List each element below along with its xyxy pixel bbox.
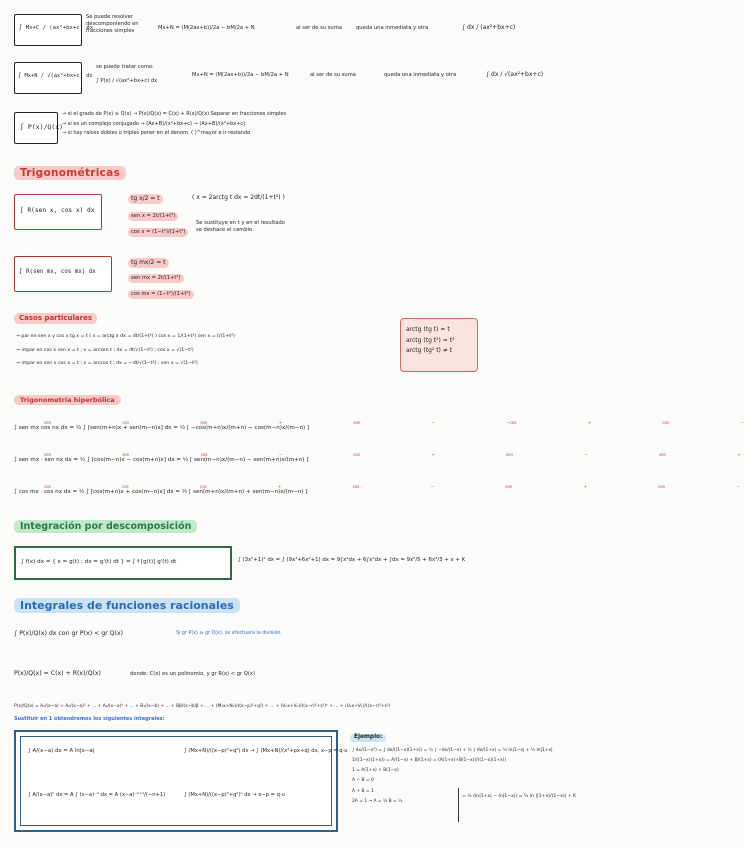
section-title-hiperbolica: Trigonometría hiperbólica xyxy=(14,395,121,405)
arctg-line: arctg (tg t²) = t² xyxy=(406,336,455,344)
descomp-example: ∫ (3x²+1)² dx = ∫ (9x⁴+6x²+1) dx = 9∫x⁴dx + 6∫x²dx + ∫dx = 9x⁵/5 + 6x³/3 + x + K xyxy=(238,557,466,563)
hiper-row-2 xyxy=(14,452,741,464)
tag: sen + xyxy=(505,484,587,489)
tag: sen cos xyxy=(44,420,130,425)
integral-box-mx-n-root xyxy=(14,62,93,94)
box-integral-3: ∫ A/(x−a)ⁿ dx = A ∫ (x−a)⁻ⁿ dx = A (x−a)⁻ⁿ⁺¹/(−n+1) xyxy=(28,792,166,798)
box-integral-1: ∫ A/(x−a) dx = A ln|x−a| xyxy=(28,748,95,754)
descomp-formula: ∫ f(x) dx = { x = g(t) ; dx = g'(t) dt } = ∫ f [g(t)] g'(t) dt xyxy=(21,559,177,565)
trig-note xyxy=(196,220,285,234)
descomp-box xyxy=(14,546,232,580)
decomp-formula: Mx+N = (M(2ax+b))/2a − bM/2a + N xyxy=(158,25,255,31)
arctg-line: arctg (tg t) = t xyxy=(406,326,450,333)
integral-formula: ∫ R(sen x, cos x) dx xyxy=(20,207,95,214)
sen-x-formula: sen x = 2t/(1+t²) xyxy=(128,212,178,221)
integral-box-p-over-q xyxy=(14,112,64,144)
arctg-box xyxy=(400,318,478,372)
note-line: descomponiendo en xyxy=(86,20,139,27)
tag: cos − xyxy=(352,484,435,489)
tag: sen + xyxy=(658,452,741,457)
racionales-line-2: P(x)/Q(x) = C(x) + R(x)/Q(x) xyxy=(14,670,101,677)
integral-box-mx-c xyxy=(14,14,94,46)
racionales-line-1-note: Si gr P(x) ≥ gr Q(x), se efectuara la división xyxy=(176,631,281,636)
sen-mx-formula: sen mx = 2t/(1+t²) xyxy=(128,274,184,283)
ejemplo-line: 1 = A(1+x) + B(1−x) xyxy=(352,768,399,774)
note-fracciones xyxy=(86,14,139,34)
tag: sen + xyxy=(200,420,283,425)
racionales-integrals-box xyxy=(14,730,348,832)
substitute-note: Sustituir en 1 obtendremos los siguientes integrales: xyxy=(14,716,165,722)
p-over-q-rules xyxy=(62,110,286,139)
arctg-line: arctg (tg² t) ≠ t xyxy=(406,347,453,354)
note-line: fracciones simples xyxy=(86,27,135,34)
tail-note-2: queda una inmediata y otra xyxy=(384,72,457,78)
tag: cos − xyxy=(662,420,744,425)
hiper-row-1 xyxy=(14,420,744,432)
section-title-descomposicion: Integración por descomposición xyxy=(14,520,197,533)
caso-impar-sen: → impar en sen x cos x = t ; x = arccos t ; dx = −dt/√(1−t²) ; sen x = √(1−t²) xyxy=(16,361,198,367)
sub-tg-mx-half: tg mx/2 = t xyxy=(128,258,169,268)
hiper-formula: ∫ sen mx cos nx dx = ½ ∫ [sen(m+n)x + sen(m−n)x] dx = ½ [ −cos(m+n)x/(m+n) − cos(m−n)x/(m−n) ] xyxy=(14,425,310,432)
fraction-expansion: P(x)/Q(x) = A₁/(x−a) + A₂/(x−a)² + ... + Aₐ/(x−a)ᵅ + ... + B₁/(x−b) + ... + Bβ/(x−b)β + ... + (M₁x+N₁)/((x−p)²+q²) + ... + (Vₖx+Vₖ)/((x−r)²+s²)ᵏ + ... + (U₁x+V₁)/((x−r)²+s²) xyxy=(14,704,391,709)
hiper-formula: ∫ cos mx · cos nx dx = ½ ∫ [cos(m+n)x + cos(m−n)x] dx = ½ [ sen(m+n)x/(m+n) + sen(m−n)x/(m−n) ] xyxy=(14,489,308,496)
sub-tg-half: tg x/2 = t xyxy=(128,194,163,204)
hiper-formula: ∫ sen mx · sen nx dx = ½ ∫ [cos(m−n)x − cos(m+n)x] dx = ½ [ sen(m−n)x/(m−n) − sen(m+n)x/(m+n) ] xyxy=(14,457,309,464)
box-integral-4: ∫ (Mx+N)/((x−p)²+q²)ⁿ dx → x−p = q·u xyxy=(184,792,285,798)
integral-formula: ∫ P(x)/Q(x) xyxy=(20,123,64,131)
cos-mx-formula: cos mx = (1−t²)/(1+t²) xyxy=(128,290,194,299)
sub-x-eq: ( x = 2arctg t dx = 2dt/(1+t²) ) xyxy=(192,194,285,201)
note-line: Se sustituye en t y en el resultado xyxy=(196,220,285,226)
tag: cos − xyxy=(200,452,283,457)
note-line: se deshace el cambio xyxy=(196,226,253,233)
tail-note: al ser de su suma xyxy=(296,25,342,31)
casos-lines xyxy=(16,330,235,371)
tag: sen sen xyxy=(44,452,130,457)
rule-line: → si es un complejo conjugado → (Ax+B)/(x²+bx+c) → (Ax+B)/(x²+bx+c) xyxy=(62,120,246,127)
hiper-row-3 xyxy=(14,484,740,496)
integral-formula: ∫ R(sen mx, cos mx) dx xyxy=(19,269,96,275)
tag: sen − xyxy=(506,452,588,457)
section-title-racionales: Integrales de funciones racionales xyxy=(14,598,240,613)
cos-x-formula: cos x = (1−t²)/(1+t²) xyxy=(128,228,188,237)
tag: cos + xyxy=(353,452,435,457)
tail-note-2: queda una inmediata y otra xyxy=(356,25,429,31)
rule-line: → si el grado de P(x) ≥ Q(x) → P(x)/Q(x) = C(x) + R(x)/Q(x) Separar en fracciones simples xyxy=(62,111,287,117)
tail-integral: ∫ dx / (ax²+bx+c) xyxy=(462,24,516,31)
tag: −cos + xyxy=(506,420,592,425)
tag: cos cos xyxy=(44,484,129,489)
ejemplo-result: = ½ (ln|1+x| − ln|1−x|) = ½ ln |(1+x)/(1−x)| + K xyxy=(462,794,577,799)
integral-box-r-senx-cosx xyxy=(14,194,102,230)
tag: sen − xyxy=(658,484,740,489)
decomp-formula: Mx+N = (M(2ax+b))/2a − bM/2a + N xyxy=(192,72,289,78)
ejemplo-line: ∫ dx/(1−x²) = ∫ dx/((1−x)(1+x)) = ½ ∫ −dx/(1−x) + ½ ∫ dx/(1+x) = ½ ln|1−x| + ½ ln|1+x| xyxy=(352,748,553,753)
rule-line: → si hay raíces dobles o triples poner en el denom. ( )^mayor e ir restando xyxy=(62,130,251,136)
tag: cos + xyxy=(200,484,282,489)
tail-note: al ser de su suma xyxy=(310,72,356,78)
note-tratar: se puede tratar como: xyxy=(96,64,154,70)
note-line: Se puede resolver xyxy=(86,14,133,20)
ejemplo-divider xyxy=(458,788,459,822)
integral-formula: ∫ Mx+N / √(ax²+bx+c) dx xyxy=(18,73,93,79)
tail-integral: ∫ dx / √(ax²+bx+c) xyxy=(486,71,544,78)
ejemplo-label: Ejemplo: xyxy=(350,734,386,742)
integral-formula: ∫ Mx+C / (ax²+bx+c) dx xyxy=(19,25,94,31)
tag: sen − xyxy=(353,420,436,425)
integral-box-r-senmx-cosmx xyxy=(14,256,112,292)
ejemplo-line: 2A = 1 → A = ½ B = ½ xyxy=(352,798,403,804)
racionales-line-2-note: donde: C(x) es un polinomio, y gr R(x) < gr Q(x) xyxy=(130,671,256,677)
p-over-root: ∫ P(x) / √(ax²+bx+c) dx xyxy=(96,78,158,84)
racionales-line-1: ∫ P(x)/Q(x) dx con gr P(x) < gr Q(x) xyxy=(14,630,124,637)
caso-par: → par en sen x y cos x tg x = t ( x = arctg x dx = dt/(1+t²) ) cos x = 1/(1+t²) sen x = t/(1+t²) xyxy=(16,334,235,339)
box-integral-2: ∫ (Mx+N)/((x−p)²+q²) dx → ∫ (Mx+N)/(x²+px+q) dx, x−p = q·u xyxy=(184,748,348,754)
section-title-trigonometricas: Trigonométricas xyxy=(14,166,126,180)
ejemplo-line: A − B = 0 xyxy=(352,778,374,784)
ejemplo-line: A + B = 1 xyxy=(352,788,374,794)
ejemplo-line: 1/((1−x)(1+x)) = A/(1−x) + B/(1+x) = (A(1+x)+B(1−x))/((1−x)(1+x)) xyxy=(352,758,507,764)
caso-impar-cos: → impar en cos x sen x = t ; x = arcsen t ; dx = dt/√(1−t²) ; cos x = √(1−t²) xyxy=(16,347,194,353)
section-title-casos: Casos particulares xyxy=(14,313,97,324)
